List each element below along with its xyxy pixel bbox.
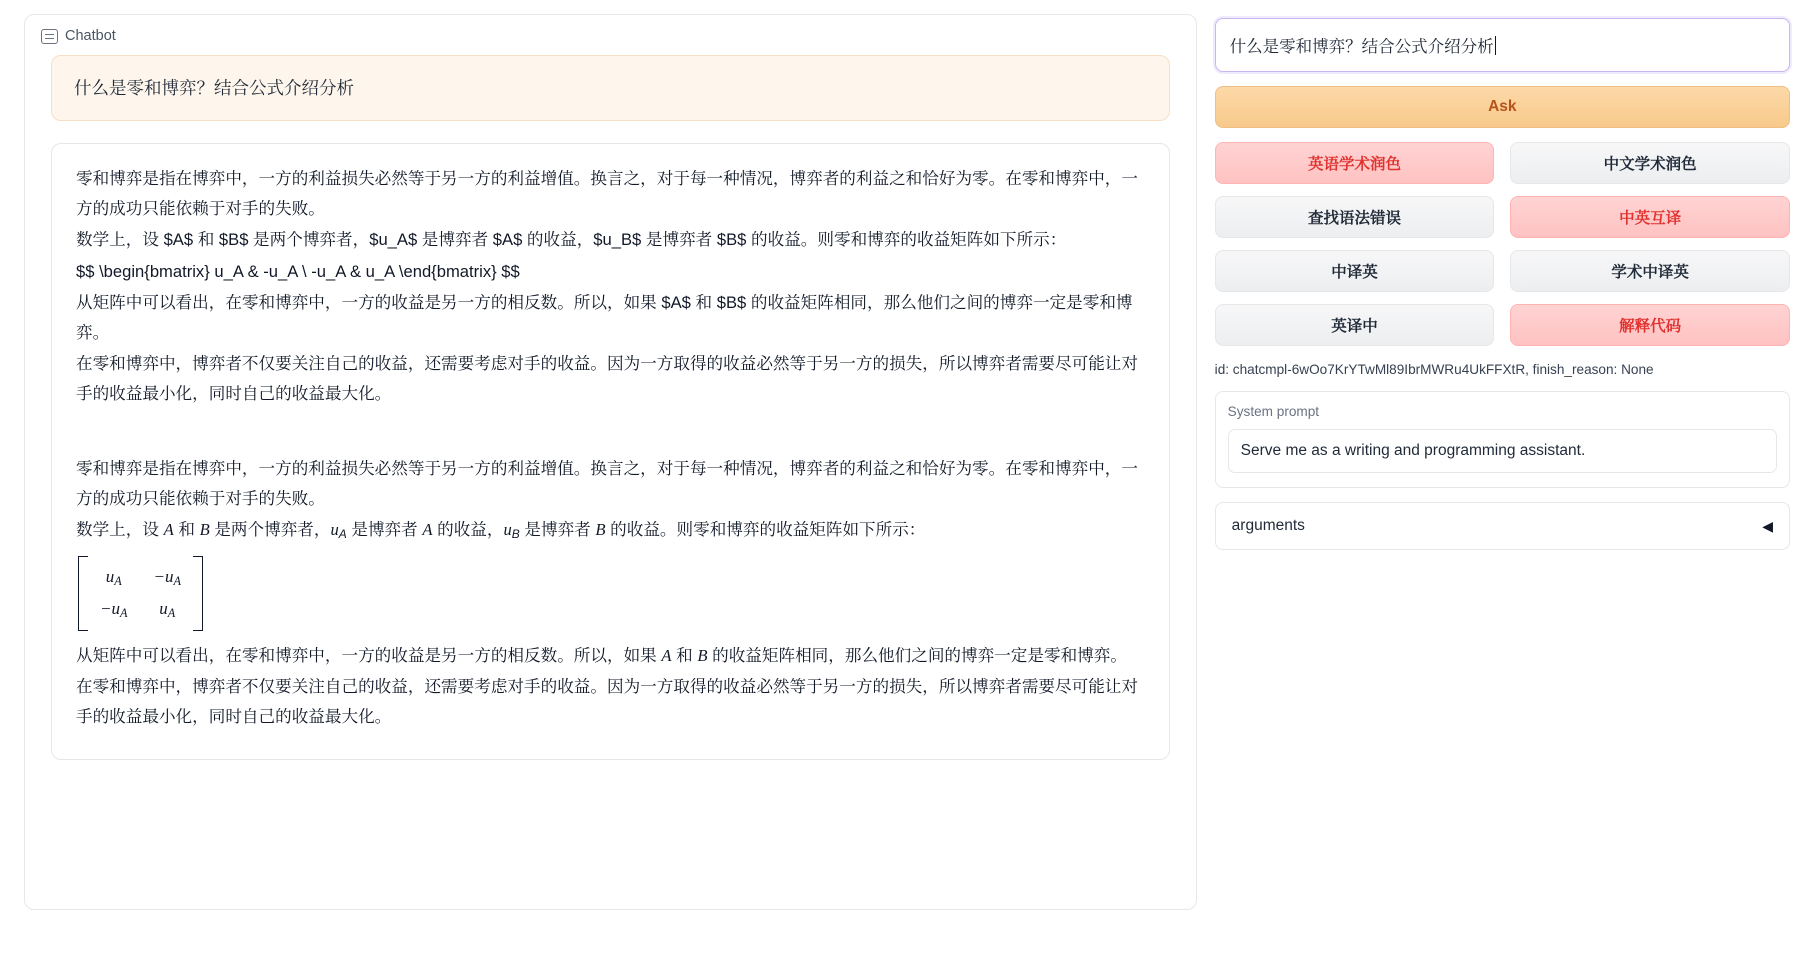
matrix-cell-r1c1: $u_A$ — [105, 566, 122, 588]
system-prompt-value: Serve me as a writing and programming assistant. — [1240, 442, 1586, 459]
text-frag: 数学上，设 — [76, 520, 164, 540]
user-message-bubble — [51, 55, 1170, 121]
chatbot-panel-label — [37, 25, 122, 47]
matrix-rows — [88, 556, 193, 632]
math-var-A: A — [163, 520, 174, 540]
bot-raw-latex-block: $$ \begin{bmatrix} u_A & -u_A \ -u_A & u_A \end{bmatrix} $$ — [76, 261, 520, 281]
text-frag: 的收益。则零和博弈的收益矩阵如下所示： — [605, 520, 926, 540]
matrix-left-bracket — [78, 556, 88, 632]
math-u-b-sub: B — [511, 527, 520, 542]
bot-message-bubble — [51, 143, 1170, 760]
preset-label: 英译中 — [1331, 318, 1378, 335]
matrix-right-bracket — [193, 556, 203, 632]
preset-button-zh-to-en[interactable] — [1215, 250, 1495, 292]
preset-button-find-grammar-errors[interactable] — [1215, 196, 1495, 238]
math-var-B2: B — [595, 520, 606, 540]
text-frag: 的收益矩阵相同，那么他们之间的博弈一定是零和博弈。 — [707, 645, 1127, 665]
math-var-B3: B — [697, 645, 708, 665]
controls-sidebar — [1215, 14, 1790, 961]
preset-button-en-to-zh[interactable] — [1215, 304, 1495, 346]
math-u-b: u — [503, 520, 512, 540]
system-prompt-label: System prompt — [1227, 404, 1320, 419]
arguments-accordion-label: arguments — [1231, 517, 1305, 534]
status-text: id: chatcmpl-6wOo7KrYTwMl89IbrMWRu4UkFFXtR, finish_reason: None — [1214, 362, 1654, 377]
bot-raw-paragraph-2: 数学上，设 $A$ 和 $B$ 是两个博弈者，$u_A$ 是博弈者 $A$ 的收益，$u_B$ 是博弈者 $B$ 的收益。则零和博弈的收益矩阵如下所示： — [76, 230, 1067, 250]
math-u-a: u — [330, 520, 339, 540]
bot-rendered-paragraph-2 — [76, 515, 1145, 545]
payoff-matrix — [78, 556, 203, 632]
ask-button-label: Ask — [1488, 98, 1517, 115]
text-frag: 的收益， — [432, 520, 504, 540]
message-list — [37, 53, 1184, 760]
math-var-A3: A — [661, 645, 672, 665]
ask-button[interactable] — [1215, 86, 1790, 128]
bot-rendered-paragraph-5: 在零和博弈中，博弈者不仅要关注自己的收益，还需要考虑对手的收益。因为一方取得的收益必然等于另一方的损失，所以博弈者需要尽可能让对手的收益最小化，同时自己的收益最大化。 — [76, 677, 1138, 726]
bot-raw-paragraph-4: 从矩阵中可以看出，在零和博弈中，一方的收益是另一方的相反数。所以，如果 $A$ 和 $B$ 的收益矩阵相同，那么他们之间的博弈一定是零和博弈。 — [76, 293, 1133, 342]
chevron-left-icon[interactable]: ◀ — [1762, 517, 1773, 534]
math-u-a-sub: A — [338, 527, 347, 542]
preset-button-chinese-polish[interactable] — [1510, 142, 1790, 184]
text-frag: 是博弈者 — [519, 520, 596, 540]
chatbot-label-text: Chatbot — [65, 28, 116, 44]
matrix-cell-r2c2: $u_A$ — [159, 599, 176, 621]
matrix-cell-r1c2: $-u_A$ — [153, 566, 181, 588]
preset-button-academic-zh-to-en[interactable] — [1510, 250, 1790, 292]
prompt-input-value: 什么是零和博弈？结合公式介绍分析 — [1229, 38, 1494, 56]
preset-button-explain-code[interactable] — [1510, 304, 1790, 346]
preset-button-english-polish[interactable] — [1215, 142, 1495, 184]
system-prompt-group — [1215, 391, 1790, 488]
math-var-B: B — [199, 520, 210, 540]
bot-raw-paragraph-1: 零和博弈是指在博弈中，一方的利益损失必然等于另一方的利益增值。换言之，对于每一种情况，博弈者的利益之和恰好为零。在零和博弈中，一方的成功只能依赖于对手的失败。 — [76, 169, 1138, 218]
prompt-input[interactable] — [1215, 18, 1790, 72]
preset-label: 查找语法错误 — [1307, 210, 1401, 227]
bot-rendered-paragraph-4 — [76, 641, 1145, 671]
preset-label: 解释代码 — [1619, 318, 1682, 335]
preset-label: 中文学术润色 — [1603, 156, 1697, 173]
text-frag: 和 — [173, 520, 200, 540]
arguments-accordion[interactable] — [1215, 502, 1790, 550]
preset-label: 学术中译英 — [1611, 264, 1689, 281]
bot-raw-paragraph-5: 在零和博弈中，博弈者不仅要关注自己的收益，还需要考虑对手的收益。因为一方取得的收益必然等于另一方的损失，所以博弈者需要尽可能让对手的收益最小化，同时自己的收益最大化。 — [76, 354, 1138, 403]
text-frag: 从矩阵中可以看出，在零和博弈中，一方的收益是另一方的相反数。所以，如果 — [76, 645, 662, 665]
matrix-cell-r2c1: $-u_A$ — [100, 599, 128, 621]
bot-rendered-paragraph-1: 零和博弈是指在博弈中，一方的利益损失必然等于另一方的利益增值。换言之，对于每一种情况，博弈者的利益之和恰好为零。在零和博弈中，一方的成功只能依赖于对手的失败。 — [76, 459, 1138, 508]
system-prompt-input[interactable] — [1228, 429, 1777, 473]
preset-label: 中译英 — [1331, 264, 1378, 281]
text-frag: 和 — [671, 645, 698, 665]
preset-label: 英语学术润色 — [1307, 156, 1401, 173]
text-frag: 是两个博弈者， — [209, 520, 331, 540]
preset-label: 中英互译 — [1619, 210, 1682, 227]
text-frag: 是博弈者 — [346, 520, 423, 540]
user-message-text: 什么是零和博弈？结合公式介绍分析 — [74, 78, 354, 98]
preset-button-zh-en-translate[interactable] — [1510, 196, 1790, 238]
chatbot-panel — [24, 14, 1197, 910]
preset-button-grid — [1215, 142, 1790, 346]
text-caret — [1495, 36, 1496, 55]
chat-bubble-icon — [41, 29, 58, 44]
message-separator — [76, 410, 1145, 454]
math-var-A2: A — [422, 520, 433, 540]
